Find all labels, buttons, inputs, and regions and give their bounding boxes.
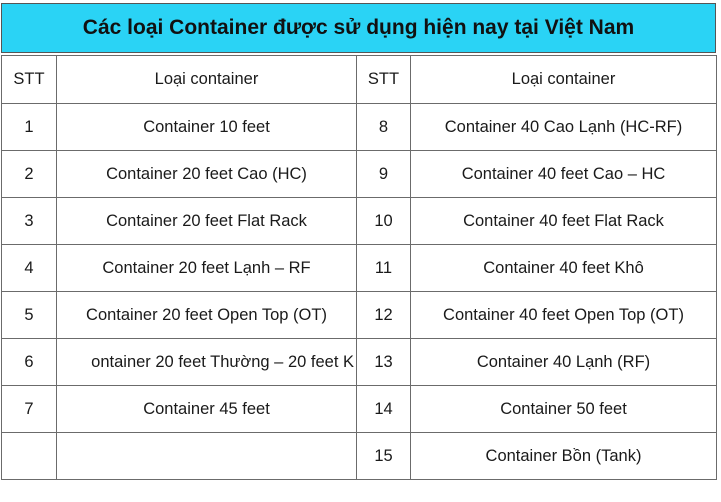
stt-cell: 13 <box>357 339 411 386</box>
container-type-cell: Container 40 Lạnh (RF) <box>411 339 717 386</box>
container-type-cell: Container 20 feet Cao (HC) <box>57 151 357 198</box>
header-stt-left: STT <box>2 56 57 104</box>
container-types-table <box>1 55 717 480</box>
stt-cell: 3 <box>2 198 57 245</box>
container-type-cell: Container 50 feet <box>411 386 717 433</box>
container-type-cell <box>57 433 357 480</box>
table-title: Các loại Container được sử dụng hiện nay tại Việt Nam <box>1 3 716 53</box>
container-type-cell: Container 40 feet Cao – HC <box>411 151 717 198</box>
header-type-left: Loại container <box>57 56 357 104</box>
table-row <box>2 339 717 386</box>
stt-cell: 12 <box>357 292 411 339</box>
container-type-cell: ontainer 20 feet Thường – 20 feet K <box>57 339 357 386</box>
stt-cell: 2 <box>2 151 57 198</box>
container-type-cell: Container 20 feet Flat Rack <box>57 198 357 245</box>
table-row <box>2 292 717 339</box>
stt-cell: 6 <box>2 339 57 386</box>
container-type-cell: Container 10 feet <box>57 104 357 151</box>
table-row <box>2 386 717 433</box>
stt-cell: 8 <box>357 104 411 151</box>
stt-cell <box>2 433 57 480</box>
table-row <box>2 245 717 292</box>
stt-cell: 5 <box>2 292 57 339</box>
container-type-cell: Container 40 feet Open Top (OT) <box>411 292 717 339</box>
stt-cell: 1 <box>2 104 57 151</box>
container-type-cell: Container 40 feet Khô <box>411 245 717 292</box>
table-row <box>2 151 717 198</box>
stt-cell: 4 <box>2 245 57 292</box>
table-row <box>2 198 717 245</box>
stt-cell: 14 <box>357 386 411 433</box>
container-type-cell: Container Bồn (Tank) <box>411 433 717 480</box>
stt-cell: 15 <box>357 433 411 480</box>
container-type-cell: Container 40 feet Flat Rack <box>411 198 717 245</box>
header-row <box>2 56 717 104</box>
stt-cell: 10 <box>357 198 411 245</box>
header-type-right: Loại container <box>411 56 717 104</box>
container-type-cell: Container 40 Cao Lạnh (HC-RF) <box>411 104 717 151</box>
container-type-cell: Container 20 feet Open Top (OT) <box>57 292 357 339</box>
stt-cell: 9 <box>357 151 411 198</box>
header-stt-right: STT <box>357 56 411 104</box>
table-row <box>2 104 717 151</box>
stt-cell: 7 <box>2 386 57 433</box>
container-type-cell: Container 45 feet <box>57 386 357 433</box>
stt-cell: 11 <box>357 245 411 292</box>
container-type-cell: Container 20 feet Lạnh – RF <box>57 245 357 292</box>
table-row <box>2 433 717 480</box>
